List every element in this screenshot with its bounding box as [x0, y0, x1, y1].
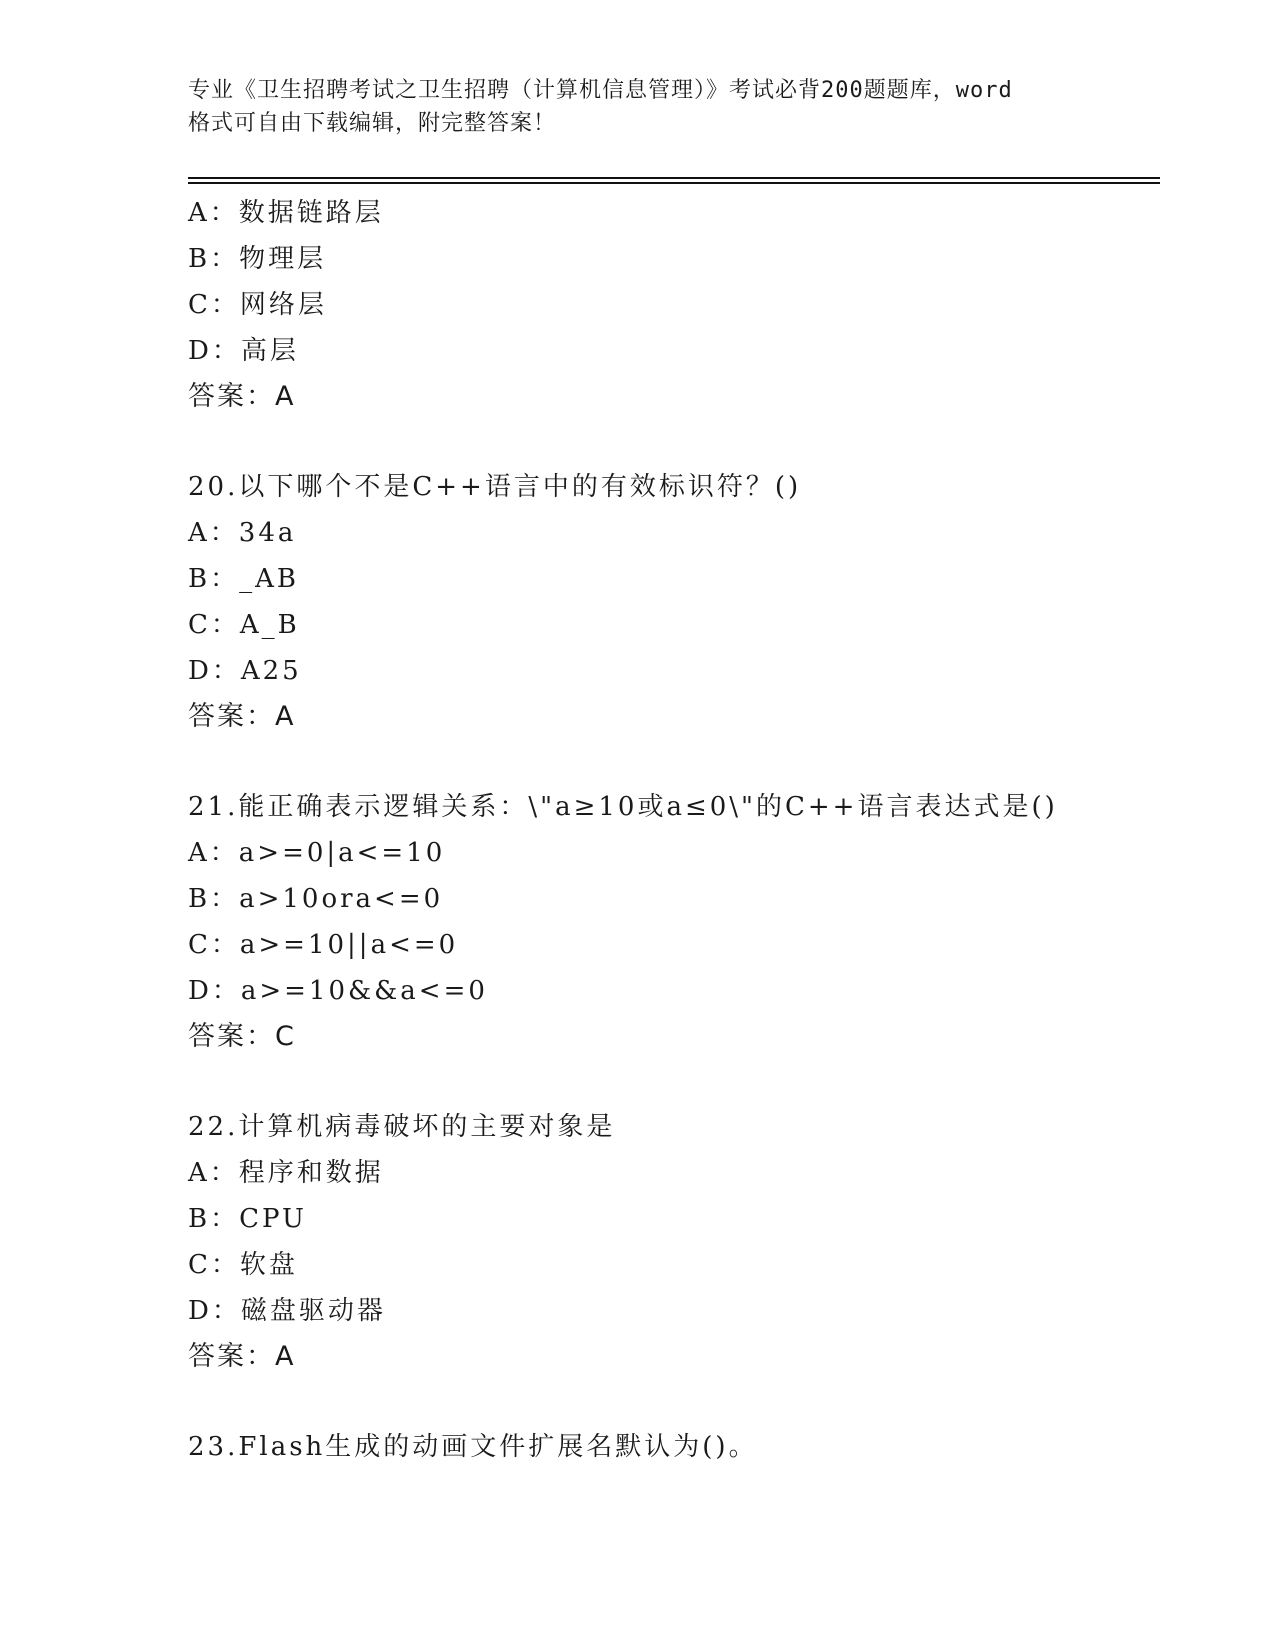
- option-c: C：软盘: [188, 1250, 298, 1280]
- question-20: [188, 464, 1168, 740]
- header-divider-top: [188, 177, 1160, 179]
- question-list: [188, 190, 1168, 1470]
- question-stem: 20.以下哪个不是C++语言中的有效标识符？(): [188, 472, 802, 502]
- question-stem: 22.计算机病毒破坏的主要对象是: [188, 1112, 616, 1142]
- option-d: D：高层: [188, 336, 299, 366]
- option-d: D：磁盘驱动器: [188, 1296, 386, 1326]
- option-b: B：物理层: [188, 244, 327, 274]
- answer: 答案：A: [188, 381, 296, 412]
- option-b: B：CPU: [188, 1204, 307, 1234]
- document-header: [188, 74, 1088, 140]
- option-b: B：_AB: [188, 564, 299, 594]
- header-line-1: 专业《卫生招聘考试之卫生招聘（计算机信息管理）》考试必背200题题库，word: [188, 78, 1013, 103]
- header-line-2: 格式可自由下载编辑，附完整答案！: [188, 111, 557, 136]
- option-c: C：A_B: [188, 610, 300, 640]
- question-21: [188, 784, 1168, 1060]
- option-d: D：A25: [188, 656, 302, 686]
- option-a: A：数据链路层: [188, 198, 384, 228]
- question-23: [188, 1424, 1168, 1470]
- question-22: [188, 1104, 1168, 1380]
- answer: 答案：C: [188, 1021, 296, 1052]
- header-divider-bottom: [188, 182, 1160, 184]
- question-19: [188, 190, 1168, 420]
- option-c: C：a>=10||a<=0: [188, 930, 459, 960]
- option-a: A：a>=0|a<=10: [188, 838, 446, 868]
- option-a: A：34a: [188, 518, 297, 548]
- question-stem: 23.Flash生成的动画文件扩展名默认为()。: [188, 1432, 758, 1462]
- option-b: B：a>10ora<=0: [188, 884, 444, 914]
- answer: 答案：A: [188, 1341, 296, 1372]
- option-d: D：a>=10&&a<=0: [188, 976, 488, 1006]
- option-a: A：程序和数据: [188, 1158, 384, 1188]
- option-c: C：网络层: [188, 290, 327, 320]
- answer: 答案：A: [188, 701, 296, 732]
- question-stem: 21.能正确表示逻辑关系：\"a≥10或a≤0\"的C++语言表达式是(): [188, 792, 1058, 822]
